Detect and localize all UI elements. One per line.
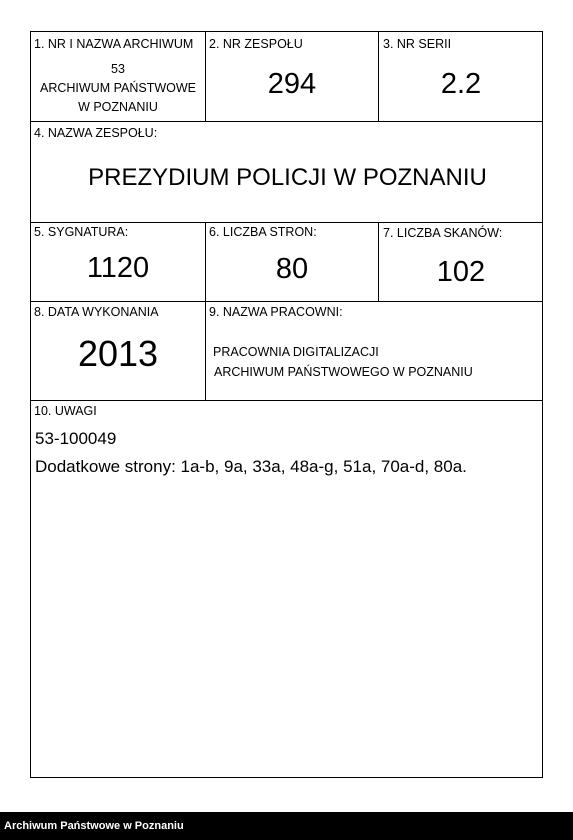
page-count-label: 6. LICZBA STRON: xyxy=(209,225,317,239)
archive-name xyxy=(31,60,205,117)
footer-bar xyxy=(0,812,573,840)
series-number-value: 2.2 xyxy=(440,68,482,100)
date-label: 8. DATA WYKONANIA xyxy=(34,305,159,319)
row-divider-2 xyxy=(31,222,542,223)
archive-name-line2: W POZNANIU xyxy=(78,100,158,114)
scan-count-label: 7. LICZBA SKANÓW: xyxy=(383,226,503,240)
fond-number-label: 2. NR ZESPOŁU xyxy=(209,37,303,51)
scan-count-value: 102 xyxy=(436,256,486,288)
row-divider-1 xyxy=(31,121,542,122)
archive-name-line1: ARCHIWUM PAŃSTWOWE xyxy=(39,81,196,95)
fond-name-label: 4. NAZWA ZESPOŁU: xyxy=(34,126,158,140)
notes-line2: Dodatkowe strony: 1a-b, 9a, 33a, 48a-g, 51a, 70a-d, 80a. xyxy=(35,457,467,476)
notes-label: 10. UWAGI xyxy=(34,404,97,418)
row-divider-3 xyxy=(31,301,542,302)
archive-label: 1. NR I NAZWA ARCHIWUM xyxy=(34,37,194,51)
signature-value: 1120 xyxy=(86,252,150,284)
fond-number-value: 294 xyxy=(267,68,317,100)
archive-number: 53 xyxy=(111,62,125,76)
date-value: 2013 xyxy=(77,333,159,374)
fond-name-value: PREZYDIUM POLICJI W POZNANIU xyxy=(88,164,487,191)
signature-label: 5. SYGNATURA: xyxy=(34,225,129,239)
workshop-label: 9. NAZWA PRACOWNI: xyxy=(209,305,343,319)
footer-text: Archiwum Państwowe w Poznaniu xyxy=(4,820,184,832)
page-count-value: 80 xyxy=(275,253,309,285)
archive-record-card xyxy=(30,31,543,778)
row-divider-4 xyxy=(31,400,542,401)
notes-line1: 53-100049 xyxy=(35,429,117,448)
workshop-line2: ARCHIWUM PAŃSTWOWEGO W POZNANIU xyxy=(214,365,473,379)
workshop-line1: PRACOWNIA DIGITALIZACJI xyxy=(213,345,379,359)
col-divider-1c xyxy=(205,301,206,400)
series-number-label: 3. NR SERII xyxy=(383,37,452,51)
